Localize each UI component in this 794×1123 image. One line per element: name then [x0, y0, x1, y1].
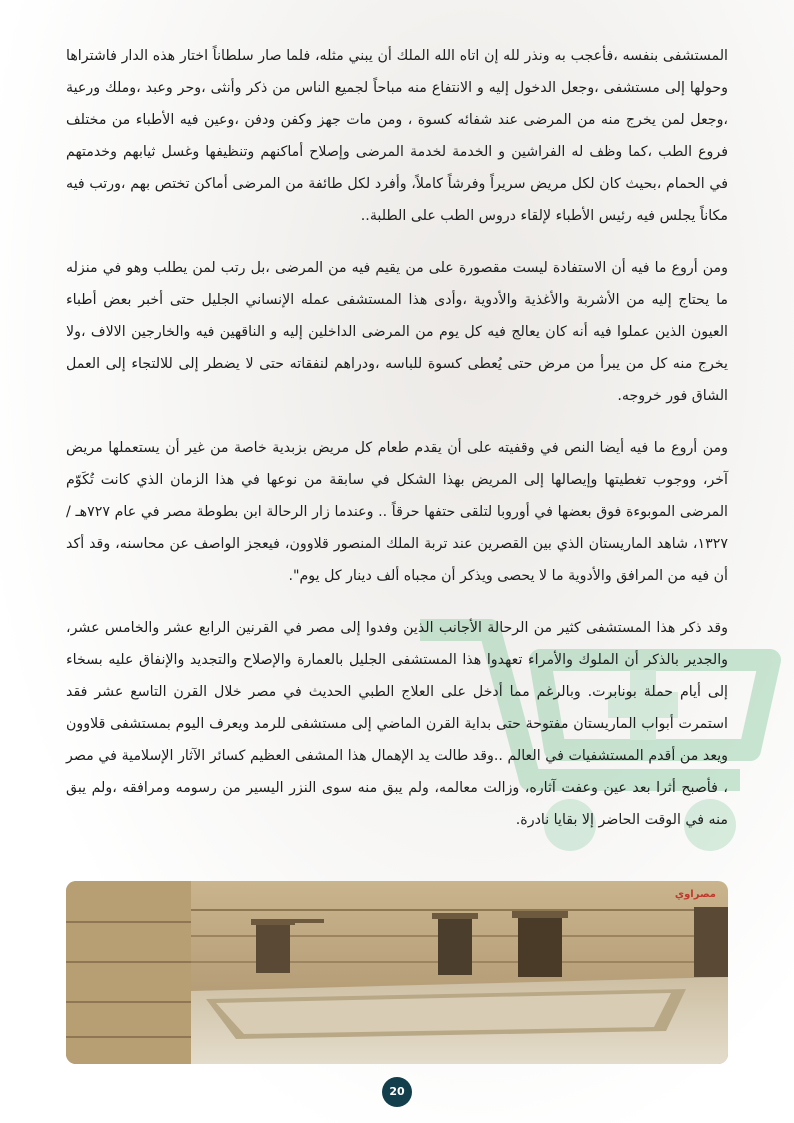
maristan-ruins-photo — [66, 881, 728, 1064]
article-body — [66, 40, 728, 856]
ruins-illustration — [66, 881, 728, 1064]
article-paragraph-2: ومن أروع ما فيه أن الاستفادة ليست مقصورة على من يقيم فيه من المرضى ،بل رتب لمن يطلب وهو في منزله ما يحتاج إليه من الأشربة والأغذية والأدوية ،وأدى هذا المستشفى عمله الإنساني الجليل حتى أخبر بعض أطباء العيون الذين عملوا فيه أنه كان يعالج فيه كل يوم من المرضى الداخلين إليه و الناقهين فيه والخارجين الالاف ،ولا يخرج منه كل من يبرأ من مرض حتى يُعطى كسوة للباسه ،ودراهم لنفقاته حتى لا يضطر إلى للالتجاء إلى العمل الشاق فور خروجه. — [66, 260, 728, 404]
source-logo: مصراوي — [674, 889, 716, 900]
article-paragraph-3: ومن أروع ما فيه أيضا النص في وقفيته على أن يقدم طعام كل مريض بزبدية خاصة من غير أن يستعملها مريض آخر، ووجوب تغطيتها وإيصالها إلى المريض بهذا الشكل في سابقة من نوعها في هذا الزمان الذي كانت تُكَوّم المرضى الموبوءة فوق بعضها في أوروبا لتلقى حتفها حرقاً .. وعندما زار الرحالة ابن بطوطة مصر في عام ٧٢٧هـ /١٣٢٧، شاهد الماريستان الذي بين القصرين عند تربة الملك المنصور قلاوون، فيعجز الواصف عن محاسنه، وقد أكد أن فيه من المرافق والأدوية ما لا يحصى ويذكر أن مجباه ألف دينار كل يوم". — [66, 440, 728, 584]
article-paragraph-1: المستشفى بنفسه ،فأعجب به ونذر لله إن اتاه الله الملك أن يبني مثله، فلما صار سلطاناً اختار هذه الدار فاشتراها وحولها إلى مستشفى ،وجعل الدخول إليه و الانتفاع منه مباحاً لجميع الناس من ذكر وأنثى ،وحر وعبد ،وملك ورعية ،وجعل لمن يخرج منه من المرضى عند شفائه كسوة ، ومن مات جهز وكفن ودفن ،وعين فيه الأطباء من مختلف فروع الطب ،كما وظف له الفراشين و الخدمة لخدمة المرضى وإصلاح أماكنهم وتنظيفها وغسل ثيابهم وخدمتهم في الحمام ،بحيث كان لكل مريض سريراً وفرشاً كاملاً، وأفرد لكل طائفة من المرضى أماكن تختص بهم ،ورتب فيه مكاناً يجلس فيه رئيس الأطباء لإلقاء دروس الطب على الطلبة.. — [66, 48, 728, 224]
article-paragraph-4: وقد ذكر هذا المستشفى كثير من الرحالة الأجانب الذين وفدوا إلى مصر في القرنين الرابع عشر والخامس عشر، والجدير بالذكر أن الملوك والأمراء تعهدوا هذا المستشفى الجليل بالعمارة والإصلاح والتجديد والإنفاق عليه بسخاء إلى أيام حملة بونابرت. وبالرغم مما أدخل على العلاج الطبي الحديث في مصر خلال القرن التاسع عشر فقد استمرت أبواب الماريستان مفتوحة حتى بداية القرن الماضي إلى مستشفى للرمد ويعرف اليوم بمستشفى قلاوون ويعد من أقدم المستشفيات في العالم ..وقد طالت يد الإهمال هذا المشفى العظيم كسائر الآثار الإسلامية في مصر ، فأصبح أثرا بعد عين وعفت آثاره، وزالت معالمه، ولم يبق منه سوى النزر اليسير من رسومه ومرافقه ،ولم يبق منه في الوقت الحاضر إلا بقايا نادرة. — [66, 620, 728, 828]
page-number-badge: 20 — [382, 1077, 412, 1107]
